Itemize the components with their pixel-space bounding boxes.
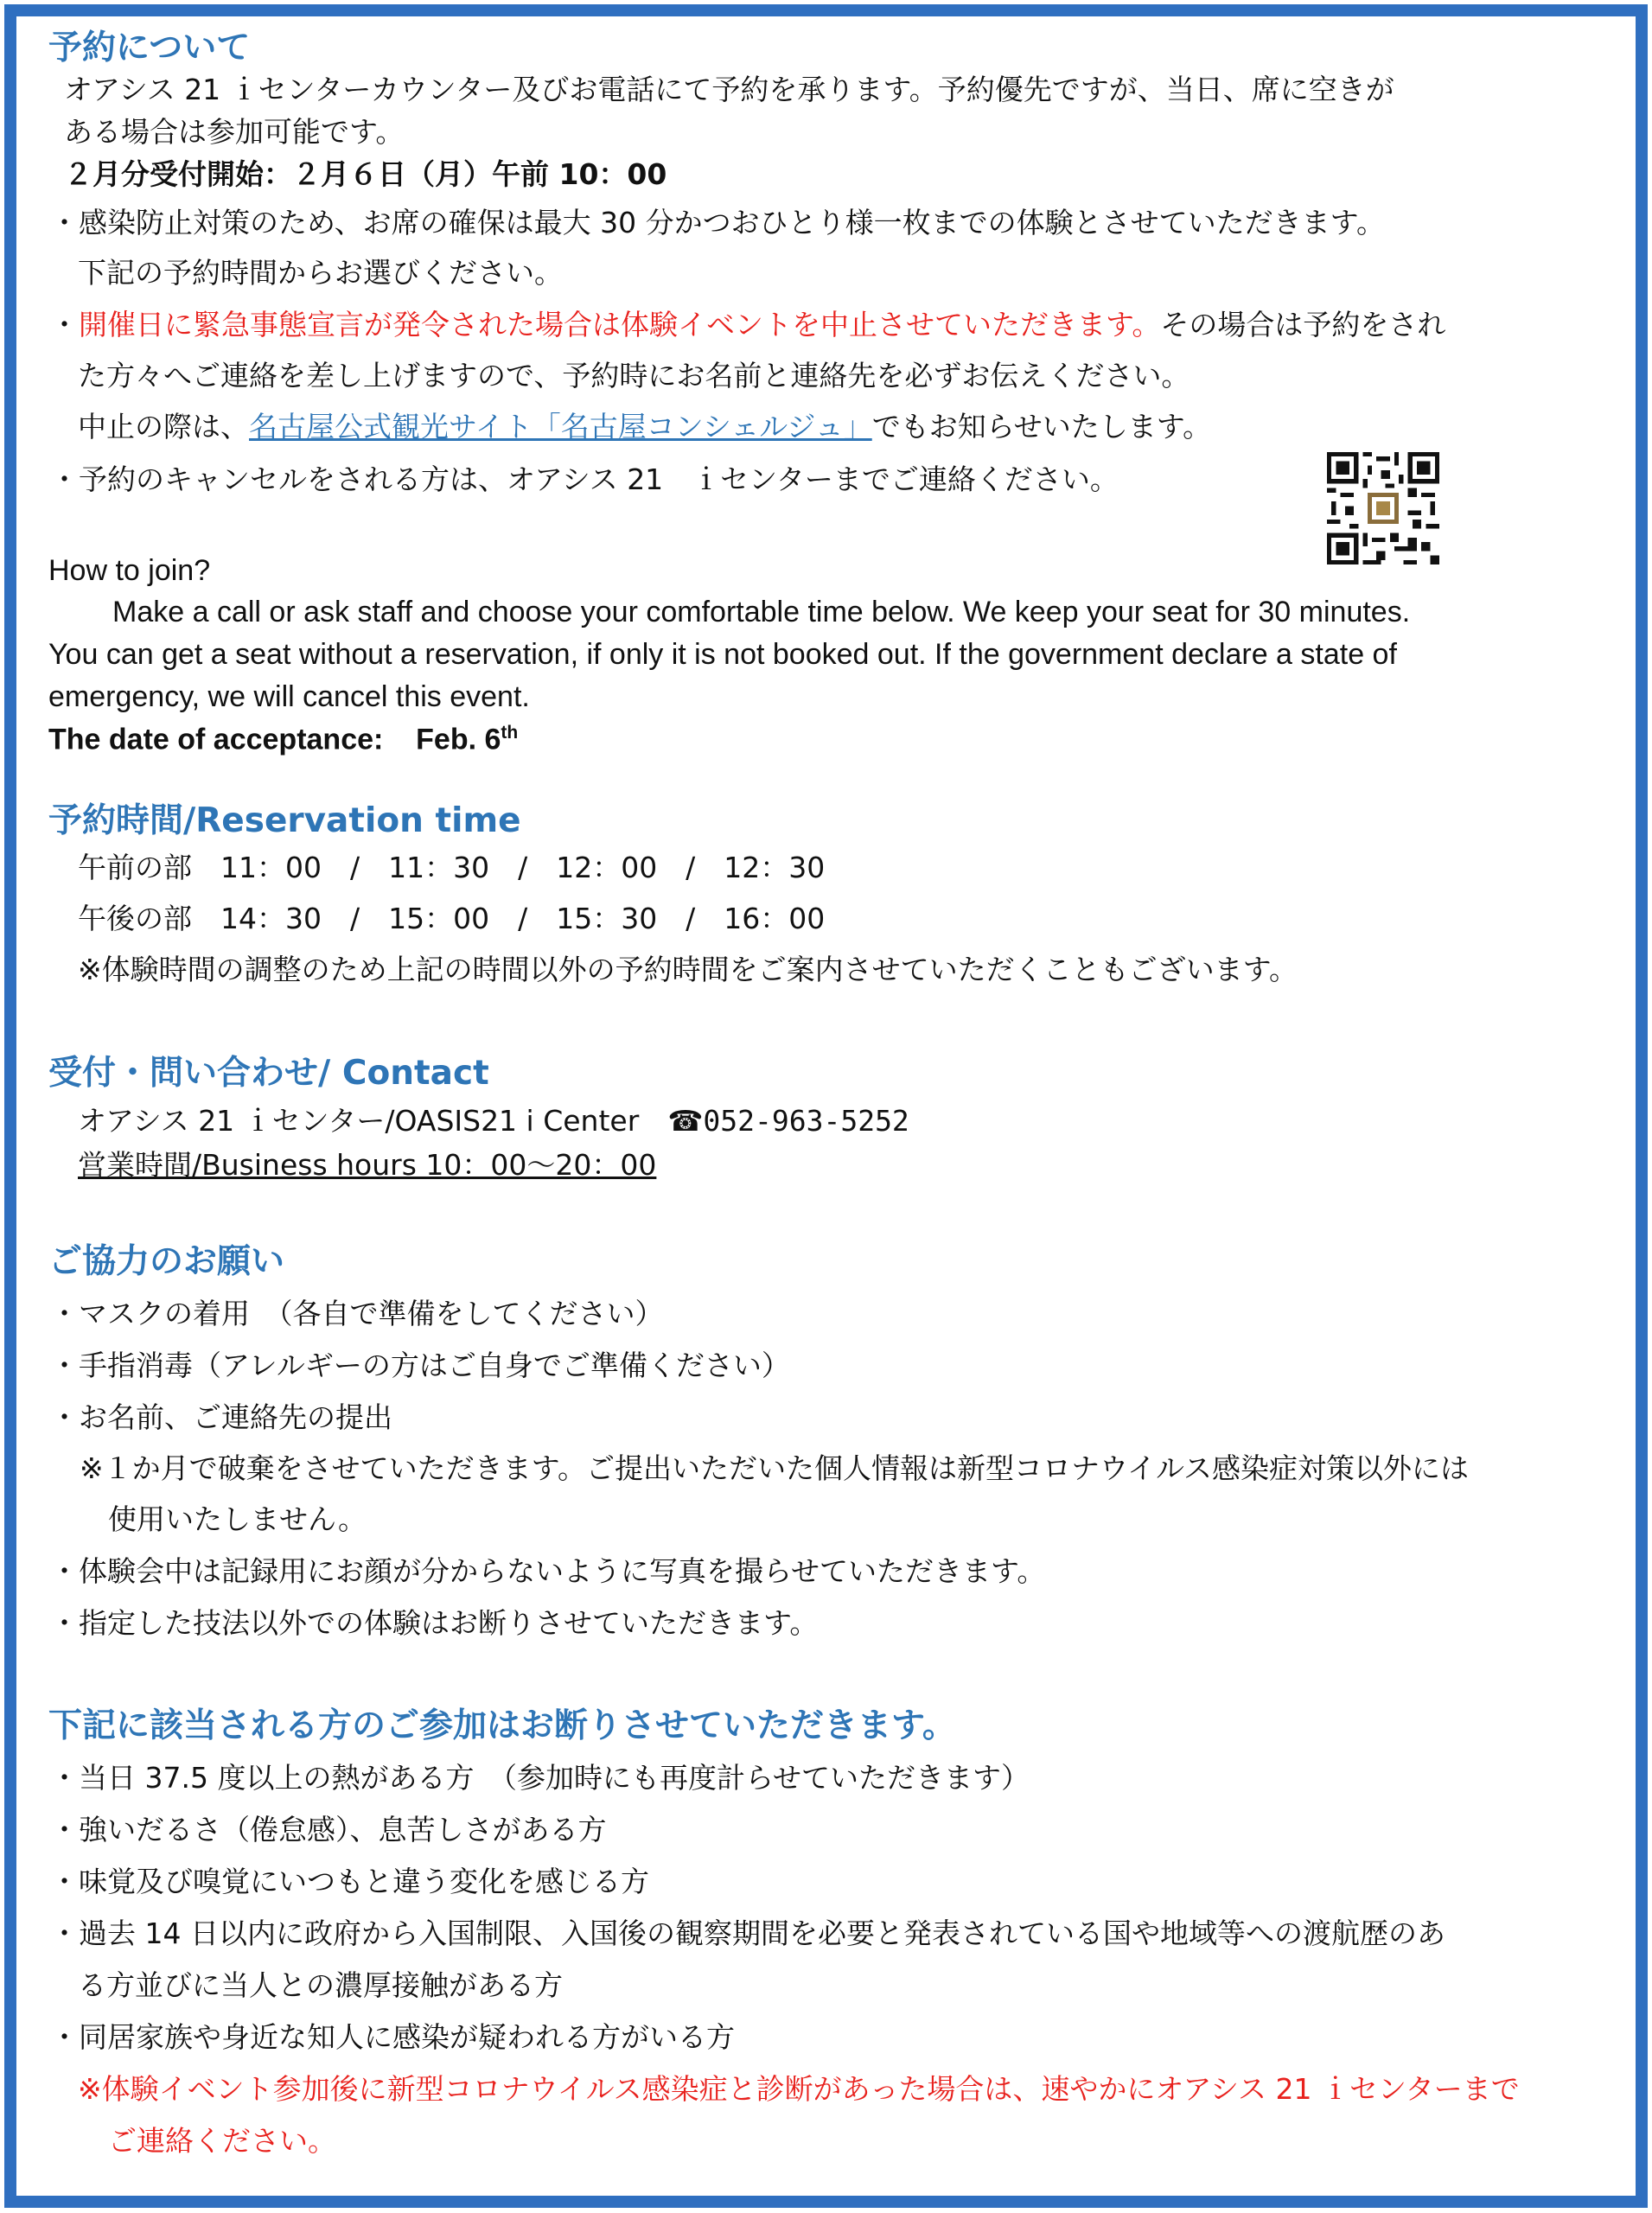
section-title-reservation: 予約について	[48, 29, 251, 67]
english-para-2: You can get a seat without a reservation, if only it is not booked out. If the government declare a state of	[48, 638, 1397, 671]
cooperation-note-a: ※１か月で破棄をさせていただきます。ご提出いただいた個人情報は新型コロナウイルス感染症対策以外には	[80, 1451, 1470, 1485]
reservation-bullet-2-text: その場合は予約をされ	[1160, 308, 1446, 341]
refusal-item-fatigue: ・強いだるさ（倦怠感）、息苦しさがある方	[50, 1813, 607, 1846]
emergency-warning: 開催日に緊急事態宣言が発令された場合は体験イベントを中止させていただきます。	[79, 308, 1161, 341]
acceptance-sup: th	[501, 723, 519, 743]
section-title-refusal: 下記に該当される方のご参加はお断りさせていただきます。	[48, 1706, 956, 1745]
reservation-line1: オアシス 21 ｉセンターカウンター及びお電話にて予約を承ります。予約優先ですが、当日、席に空きが	[64, 73, 1394, 106]
times-note: ※体験時間の調整のため上記の時間以外の予約時間をご案内させていただくこともございます。	[78, 953, 1298, 986]
section-title-cooperation: ご協力のお願い	[48, 1242, 285, 1281]
refusal-note-a: ※体験イベント参加後に新型コロナウイルス感染症と診断があった場合は、速やかにオアシス 21 ｉセンターまで	[78, 2072, 1520, 2106]
reservation-line2: ある場合は参加可能です。	[64, 115, 405, 149]
refusal-item-travel-cont: る方並びに当人との濃厚接触がある方	[78, 1968, 563, 2002]
contact-center-line	[78, 1104, 909, 1138]
reservation-bullet-2-cont: た方々へご連絡を差し上げますので、予約時にお名前と連絡先を必ずお伝えください。	[78, 359, 1190, 392]
acceptance-date: Feb. 6	[416, 723, 501, 756]
acceptance-label: The date of acceptance:	[48, 723, 384, 756]
reservation-start-date: ２月分受付開始：２月６日（月）午前 10：00	[64, 157, 667, 191]
cooperation-item-technique: ・指定した技法以外での体験はお断りさせていただきます。	[50, 1606, 819, 1640]
acceptance-date-line	[48, 722, 518, 757]
times-afternoon: 午後の部 14：30 / 15：00 / 15：30 / 16：00	[78, 902, 826, 935]
reservation-bullet-1: ・感染防止対策のため、お席の確保は最大 30 分かつおひとり様一枚までの体験とさせていただきます。	[50, 206, 1386, 239]
cooperation-item-mask: ・マスクの着用 （各自で準備をしてください）	[50, 1297, 664, 1330]
nagoya-concierge-link[interactable]: 名古屋公式観光サイト「名古屋コンシェルジュ」	[249, 410, 872, 443]
phone-icon: ☎	[667, 1104, 704, 1138]
reservation-bullet-3: ・予約のキャンセルをされる方は、オアシス 21 ｉセンターまでご連絡ください。	[50, 462, 1119, 496]
reservation-bullet-2	[50, 308, 1445, 342]
link-suffix: でもお知らせいたします。	[871, 410, 1212, 443]
refusal-item-fever: ・当日 37.5 度以上の熱がある方 （参加時にも再度計らせていただきます）	[50, 1761, 1030, 1795]
business-hours: 営業時間/Business hours 10：00～20：00	[78, 1148, 657, 1182]
contact-center: オアシス 21 ｉセンター/OASIS21 i Center	[78, 1104, 668, 1138]
refusal-item-taste: ・味覚及び嗅覚にいつもと違う変化を感じる方	[50, 1865, 649, 1898]
bullet-mark: ・	[50, 308, 79, 341]
english-heading: How to join?	[48, 554, 211, 587]
refusal-item-travel: ・過去 14 日以内に政府から入国制限、入国後の観察期間を必要と発表されている国や地域等への渡航歴のあ	[50, 1916, 1445, 1950]
section-title-contact: 受付・問い合わせ/ Contact	[48, 1054, 489, 1093]
link-prefix: 中止の際は、	[78, 410, 249, 443]
reservation-bullet-2-link-line	[78, 410, 1211, 444]
refusal-item-family: ・同居家族や身近な知人に感染が疑われる方がいる方	[50, 2020, 735, 2054]
english-para-1: Make a call or ask staff and choose your comfortable time below. We keep your seat for 30 minutes.	[112, 596, 1411, 628]
qr-code-icon	[1327, 452, 1439, 564]
cooperation-note-b: 使用いたしません。	[108, 1502, 367, 1536]
cooperation-item-sanitize: ・手指消毒（アレルギーの方はご自身でご準備ください）	[50, 1349, 790, 1382]
cooperation-item-contact-info: ・お名前、ご連絡先の提出	[50, 1400, 392, 1434]
reservation-bullet-1-cont: 下記の予約時間からお選びください。	[78, 256, 563, 290]
times-morning: 午前の部 11：00 / 11：30 / 12：00 / 12：30	[78, 851, 826, 884]
contact-phone[interactable]: 052-963-5252	[703, 1104, 909, 1138]
refusal-note-b: ご連絡ください。	[108, 2124, 336, 2158]
english-para-3: emergency, we will cancel this event.	[48, 680, 530, 713]
section-title-times: 予約時間/Reservation time	[48, 801, 521, 840]
cooperation-item-photo: ・体験会中は記録用にお顔が分からないように写真を撮らせていただきます。	[50, 1554, 1046, 1588]
